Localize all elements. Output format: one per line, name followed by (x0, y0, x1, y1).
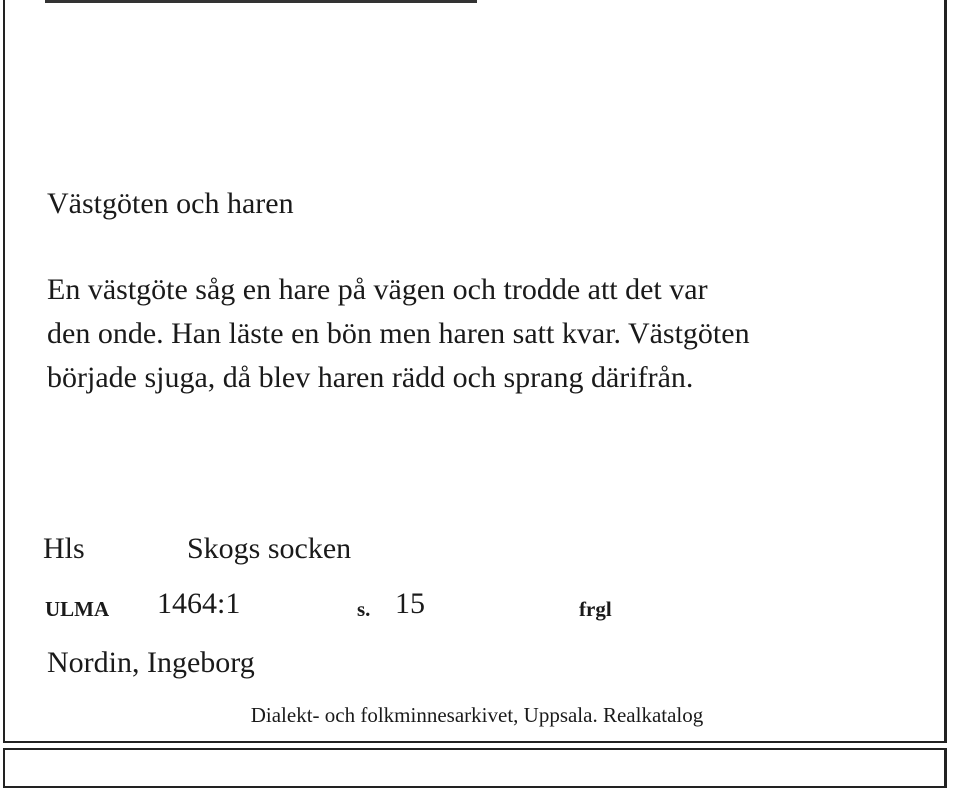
body-line: den onde. Han läste en bön men haren satt kvar. Västgöten (47, 317, 750, 350)
next-card-edge (3, 748, 947, 788)
informant-name: Nordin, Ingeborg (47, 646, 255, 679)
record-number: 1464:1 (157, 587, 241, 620)
card-title: Västgöten och haren (47, 187, 294, 220)
province-code: Hls (43, 532, 85, 565)
page-label: s. (357, 597, 371, 621)
card-top-edge (45, 0, 477, 3)
page-number: 15 (395, 587, 425, 620)
category-code: frgl (579, 597, 612, 621)
archive-label: ULMA (45, 597, 110, 621)
body-line: började sjuga, då blev haren rädd och sprang därifrån. (47, 361, 694, 394)
parish-name: Skogs socken (187, 532, 352, 565)
catalog-card (3, 0, 947, 743)
card-body-text (47, 268, 927, 400)
body-line: En västgöte såg en hare på vägen och trodde att det var (47, 273, 708, 306)
card-footer: Dialekt- och folkminnesarkivet, Uppsala. Realkatalog (250, 703, 704, 727)
